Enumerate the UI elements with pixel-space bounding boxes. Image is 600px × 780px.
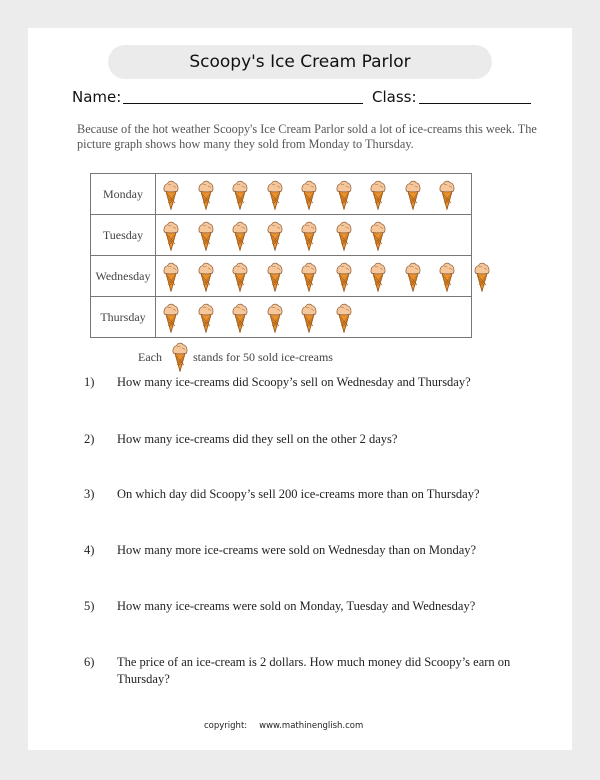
day-label: Monday <box>91 174 156 215</box>
class-field[interactable] <box>419 103 531 104</box>
ice-cream-cone-icon <box>336 179 352 210</box>
ice-cream-cone-icon <box>163 261 179 292</box>
ice-cream-cone-icon <box>336 261 352 292</box>
ice-cream-cone-icon <box>232 261 248 292</box>
key-suffix: stands for 50 sold ice-creams <box>193 350 333 364</box>
ice-cream-cone-icon <box>301 261 317 292</box>
worksheet <box>28 28 572 750</box>
graph-row <box>91 215 472 256</box>
day-label: Wednesday <box>91 256 156 297</box>
question-number: 3) <box>84 487 95 501</box>
ice-cream-cone-icon <box>163 179 179 210</box>
ice-cream-cone-icon <box>232 179 248 210</box>
ice-cream-cone-icon <box>301 302 317 333</box>
day-label: Thursday <box>91 297 156 338</box>
ice-cream-cone-icon <box>163 302 179 333</box>
ice-cream-cone-icon <box>198 261 214 292</box>
question-text: How many more ice-creams were sold on Wednesday than on Monday? <box>117 543 477 557</box>
question-text: The price of an ice-cream is 2 dollars. How much money did Scoopy’s earn on Thursday? <box>117 655 511 686</box>
name-field[interactable] <box>123 103 363 104</box>
ice-cream-cone-icon <box>336 302 352 333</box>
ice-cream-cone-icon <box>370 261 386 292</box>
ice-cream-cone-icon <box>267 179 283 210</box>
question-number: 1) <box>84 375 95 389</box>
ice-cream-cone-icon <box>439 261 455 292</box>
copyright <box>204 721 363 731</box>
ice-cream-cone-icon <box>232 302 248 333</box>
ice-cream-cone-icon <box>439 179 455 210</box>
ice-cream-cone-icon <box>370 220 386 251</box>
question-number: 2) <box>84 432 95 446</box>
key-prefix: Each <box>138 350 162 364</box>
question-text: How many ice-creams did they sell on the other 2 days? <box>117 432 398 446</box>
ice-cream-cone-icon <box>405 179 421 210</box>
ice-cream-cone-icon <box>267 302 283 333</box>
question-number: 5) <box>84 599 95 613</box>
graph-row <box>91 297 472 338</box>
icon-cell <box>156 297 472 338</box>
icon-cell <box>156 174 472 215</box>
day-label: Tuesday <box>91 215 156 256</box>
graph-row <box>91 174 472 215</box>
intro-paragraph: Because of the hot weather Scoopy's Ice Cream Parlor sold a lot of ice-creams this week. The picture graph shows how many they sold from Monday to Thursday. <box>77 122 537 151</box>
icon-cell <box>156 256 472 297</box>
question-number: 4) <box>84 543 95 557</box>
copyright-label: copyright: <box>204 721 248 731</box>
picture-graph <box>90 173 472 338</box>
question-text: On which day did Scoopy’s sell 200 ice-creams more than on Thursday? <box>117 487 480 501</box>
graph-row <box>91 256 472 297</box>
question-text: How many ice-creams did Scoopy’s sell on Wednesday and Thursday? <box>117 375 471 389</box>
ice-cream-cone-icon <box>267 261 283 292</box>
ice-cream-cone-icon <box>172 341 188 372</box>
ice-cream-cone-icon <box>301 179 317 210</box>
icon-cell <box>156 215 472 256</box>
ice-cream-cone-icon <box>370 179 386 210</box>
question-text: How many ice-creams were sold on Monday, Tuesday and Wednesday? <box>117 599 476 613</box>
site-link[interactable]: www.mathinenglish.com <box>259 721 364 731</box>
ice-cream-cone-icon <box>301 220 317 251</box>
ice-cream-cone-icon <box>198 302 214 333</box>
name-label: Name: <box>72 88 122 106</box>
question-number: 6) <box>84 655 95 669</box>
page-title: Scoopy's Ice Cream Parlor <box>108 45 492 79</box>
class-label: Class: <box>372 88 417 106</box>
ice-cream-cone-icon <box>405 261 421 292</box>
ice-cream-cone-icon <box>163 220 179 251</box>
ice-cream-cone-icon <box>336 220 352 251</box>
ice-cream-cone-icon <box>267 220 283 251</box>
ice-cream-cone-icon <box>198 179 214 210</box>
ice-cream-cone-icon <box>232 220 248 251</box>
ice-cream-cone-icon <box>474 261 490 292</box>
ice-cream-cone-icon <box>198 220 214 251</box>
